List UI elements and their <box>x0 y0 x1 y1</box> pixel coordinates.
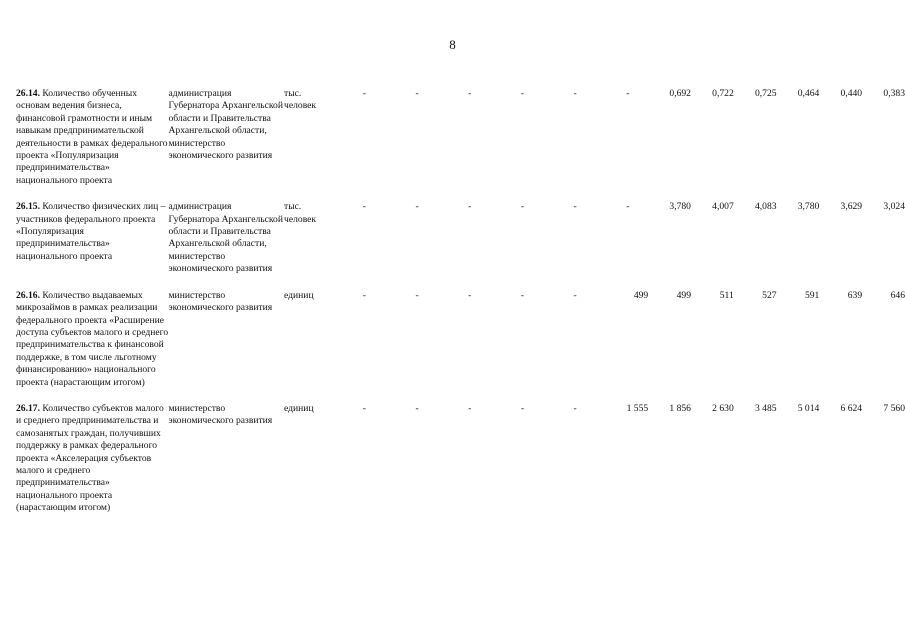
executor-cell: министерство экономического развития <box>168 402 273 427</box>
indicator-number: 26.14. <box>16 88 40 99</box>
value-cell: 3,780 <box>669 201 691 213</box>
indicator-name: Количество физических лиц – участников федерального проекта «Популяризация предпринимательства» национального проекта <box>16 201 166 262</box>
value-cell: 499 <box>633 289 649 301</box>
indicator-name-cell <box>16 201 168 275</box>
value-cell: 3,780 <box>797 201 820 213</box>
indicator-number: 26.15. <box>16 201 40 213</box>
indicator-name-cell <box>16 403 168 515</box>
value-cell: - <box>573 402 577 414</box>
executor-cell: министерство экономического развития <box>168 289 273 314</box>
value-cell: 0,692 <box>669 88 691 99</box>
value-cell: 2 630 <box>712 402 734 414</box>
table-row <box>16 201 905 275</box>
value-cell: 4,007 <box>712 201 734 213</box>
value-cell: 646 <box>890 289 905 301</box>
value-cell: 0,440 <box>840 88 863 99</box>
value-cell: 3,629 <box>840 201 863 213</box>
value-cell: 639 <box>847 289 863 301</box>
value-cell: - <box>573 88 577 99</box>
value-cell: 5 014 <box>797 402 820 414</box>
row-spacer <box>16 187 905 201</box>
value-cell: - <box>520 88 525 99</box>
value-cell: 6 624 <box>840 402 863 414</box>
value-cell: - <box>362 88 366 99</box>
value-cell: - <box>468 201 472 213</box>
unit-cell: тыс. человек <box>284 201 317 225</box>
value-cell: - <box>415 402 419 414</box>
value-cell: 511 <box>719 289 734 301</box>
indicator-name-cell <box>16 290 168 389</box>
value-cell: - <box>468 402 472 414</box>
value-cell: 1 856 <box>669 402 691 414</box>
value-cell: - <box>415 201 419 213</box>
value-cell: 7 560 <box>883 402 905 414</box>
value-cell: - <box>626 201 630 213</box>
value-cell: 1 555 <box>626 402 649 414</box>
table-row <box>16 290 905 389</box>
value-cell: 3,024 <box>883 201 905 213</box>
value-cell: - <box>415 88 419 99</box>
value-cell: - <box>626 88 630 99</box>
value-cell: - <box>573 201 577 213</box>
value-cell: 0,725 <box>754 88 777 99</box>
value-cell: 591 <box>804 289 820 301</box>
executor-cell: администрация Губернатора Архангельской области и Правительства Архангельской области, министерство экономического развития <box>168 201 283 275</box>
value-cell: - <box>362 289 366 301</box>
executor-cell: администрация Губернатора Архангельской области и Правительства Архангельской области, министерство экономического развития <box>168 88 283 162</box>
value-cell: - <box>415 289 419 301</box>
indicator-name: Количество обученных основам ведения бизнеса, финансовой грамотности и иным навыкам предпринимательской деятельности в рамках федерального проекта «Популяризация предпринимательства» национального проекта <box>16 88 168 186</box>
unit-cell: единиц <box>284 289 314 301</box>
value-cell: 499 <box>676 289 691 301</box>
value-cell: 0,383 <box>883 88 905 99</box>
indicator-number: 26.16. <box>16 289 40 301</box>
indicator-number: 26.17. <box>16 402 40 414</box>
indicator-name-cell <box>16 88 168 187</box>
value-cell: - <box>520 289 525 301</box>
value-cell: - <box>520 201 525 213</box>
value-cell: 0,722 <box>712 88 734 99</box>
row-spacer <box>16 389 905 403</box>
value-cell: - <box>573 289 577 301</box>
value-cell: - <box>520 402 525 414</box>
unit-cell: тыс. человек <box>284 88 317 112</box>
value-cell: - <box>468 289 472 301</box>
indicators-table-body <box>16 88 905 515</box>
value-cell: 4,083 <box>754 201 777 213</box>
indicator-name: Количество выдаваемых микрозаймов в рамках реализации федерального проекта «Расширение доступа субъектов малого и среднего предпринимательства к финансовой поддержке, в том числе льготному финансированию» национального проекта (нарастающим итогом) <box>16 289 169 388</box>
row-spacer <box>16 276 905 290</box>
indicators-table <box>16 88 905 515</box>
value-cell: 0,464 <box>797 88 820 99</box>
value-cell: - <box>468 88 472 99</box>
value-cell: 527 <box>762 289 777 301</box>
indicator-name: Количество субъектов малого и среднего предпринимательства и самозанятых граждан, получивших поддержку в рамках федерального проекта «Акселерация субъектов малого и среднего предпринимательства» национального проекта (нарастающим итогом) <box>16 402 164 514</box>
value-cell: - <box>362 402 366 414</box>
value-cell: 3 485 <box>754 402 777 414</box>
unit-cell: единиц <box>284 402 314 414</box>
table-row <box>16 403 905 515</box>
page-number: 8 <box>449 37 456 52</box>
value-cell: - <box>362 201 366 213</box>
table-row <box>16 88 905 187</box>
